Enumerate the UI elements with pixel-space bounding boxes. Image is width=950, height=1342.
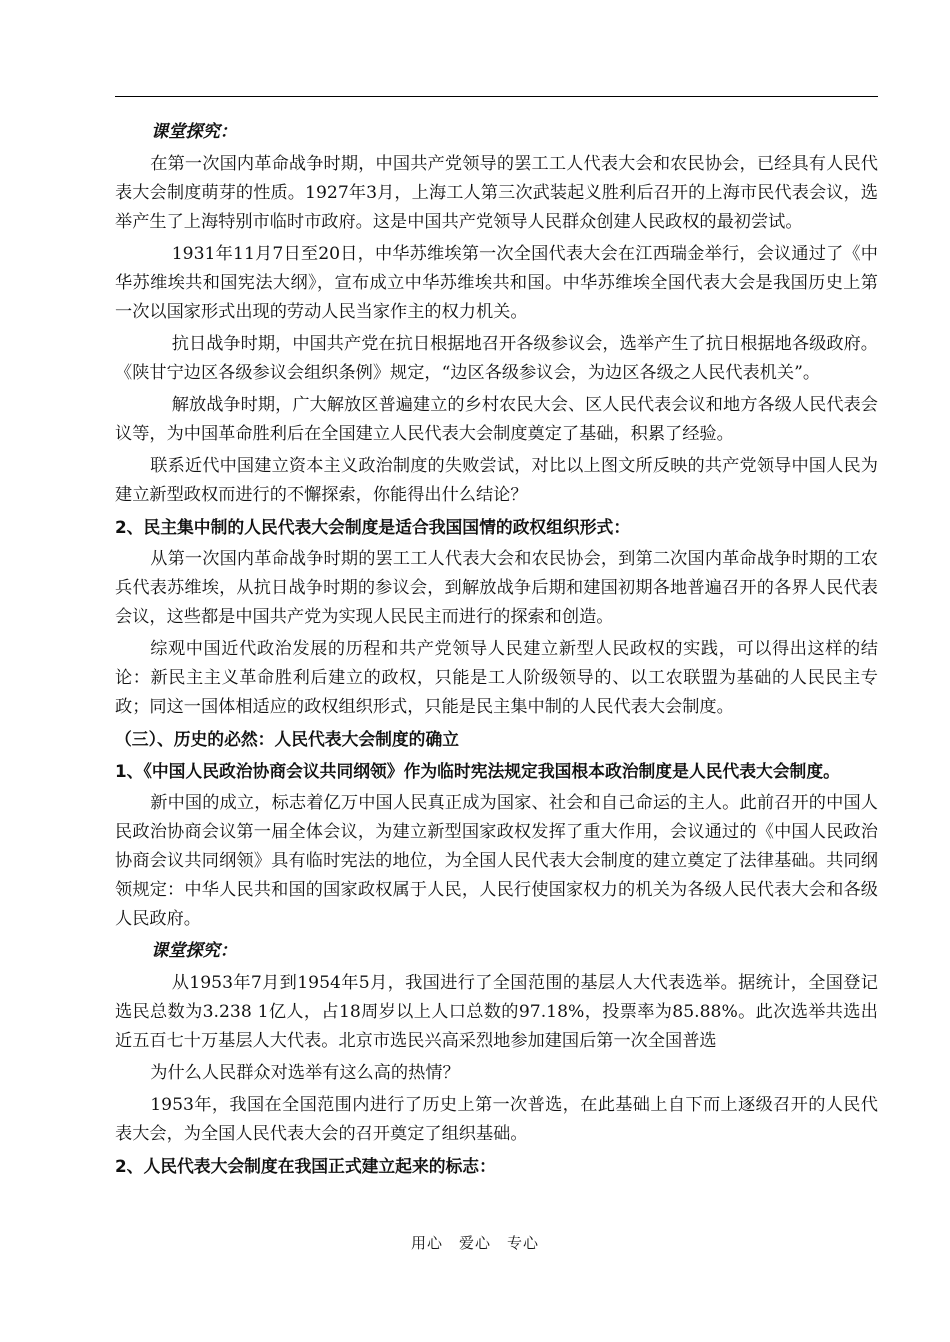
paragraph: 联系近代中国建立资本主义政治制度的失败尝试，对比以上图文所反映的共产党领导中国人民为建立新型政权而进行的不懈探索，你能得出什么结论？ (115, 456, 878, 505)
section-title: 课堂探究： (151, 941, 237, 961)
heading: 1、《中国人民政治协商会议共同纲领》作为临时宪法规定我国根本政治制度是人民代表大会制度。 (115, 761, 840, 781)
paragraph: 1953年，我国在全国范围内进行了历史上第一次普选，在此基础上自下而上逐级召开的人民代表大会，为全国人民代表大会的召开奠定了组织基础。 (115, 1095, 878, 1144)
paragraph: 在第一次国内革命战争时期，中国共产党领导的罢工工人代表大会和农民协会，已经具有人民代表大会制度萌芽的性质。1927年3月，上海工人第三次武装起义胜利后召开的上海市民代表会议，选举产生了上海特别市临时市政府。这是中国共产党领导人民群众创建人民政权的最初尝试。 (115, 154, 878, 232)
section-title: 课堂探究： (151, 122, 237, 142)
document-body (115, 118, 878, 1184)
heading: 2、民主集中制的人民代表大会制度是适合我国国情的政权组织形式： (115, 517, 631, 537)
header-rule (115, 96, 878, 97)
paragraph: 从1953年7月到1954年5月，我国进行了全国范围的基层人大代表选举。据统计，全国登记选民总数为3.238 1亿人，占18周岁以上人口总数的97.18%，投票率为85.88%。此次选举共选出近五百七十万基层人大代表。北京市选民兴高采烈地参加建国后第一次全国普选 (115, 973, 878, 1051)
page-footer: 用心 爱心 专心 (410, 1234, 539, 1252)
paragraph: 新中国的成立，标志着亿万中国人民真正成为国家、社会和自己命运的主人。此前召开的中国人民政治协商会议第一届全体会议，为建立新型国家政权发挥了重大作用，会议通过的《中国人民政治协商会议共同纲领》具有临时宪法的地位，为全国人民代表大会制度的建立奠定了法律基础。共同纲领规定：中华人民共和国的国家政权属于人民，人民行使国家权力的机关为各级人民代表大会和各级人民政府。 (115, 793, 878, 929)
paragraph: 1931年11月7日至20日，中华苏维埃第一次全国代表大会在江西瑞金举行，会议通过了《中华苏维埃共和国宪法大纲》，宣布成立中华苏维埃共和国。中华苏维埃全国代表大会是我国历史上第一次以国家形式出现的劳动人民当家作主的权力机关。 (115, 244, 878, 322)
paragraph: 抗日战争时期，中国共产党在抗日根据地召开各级参议会，选举产生了抗日根据地各级政府。《陕甘宁边区各级参议会组织条例》规定，“边区各级参议会，为边区各级之人民代表机关”。 (115, 334, 878, 383)
paragraph: 解放战争时期，广大解放区普遍建立的乡村农民大会、区人民代表会议和地方各级人民代表会议等，为中国革命胜利后在全国建立人民代表大会制度奠定了基础，积累了经验。 (115, 395, 878, 444)
paragraph: 为什么人民群众对选举有这么高的热情？ (150, 1063, 460, 1083)
paragraph: 综观中国近代政治发展的历程和共产党领导人民建立新型人民政权的实践，可以得出这样的结论：新民主主义革命胜利后建立的政权，只能是工人阶级领导的、以工农联盟为基础的人民民主专政；同这一国体相适应的政权组织形式，只能是民主集中制的人民代表大会制度。 (115, 639, 878, 717)
heading: （三）、历史的必然：人民代表大会制度的确立 (115, 729, 460, 749)
heading: 2、人民代表大会制度在我国正式建立起来的标志： (115, 1156, 496, 1176)
paragraph: 从第一次国内革命战争时期的罢工工人代表大会和农民协会，到第二次国内革命战争时期的工农兵代表苏维埃，从抗日战争时期的参议会，到解放战争后期和建国初期各地普遍召开的各界人民代表会议，这些都是中国共产党为实现人民民主而进行的探索和创造。 (115, 549, 878, 627)
